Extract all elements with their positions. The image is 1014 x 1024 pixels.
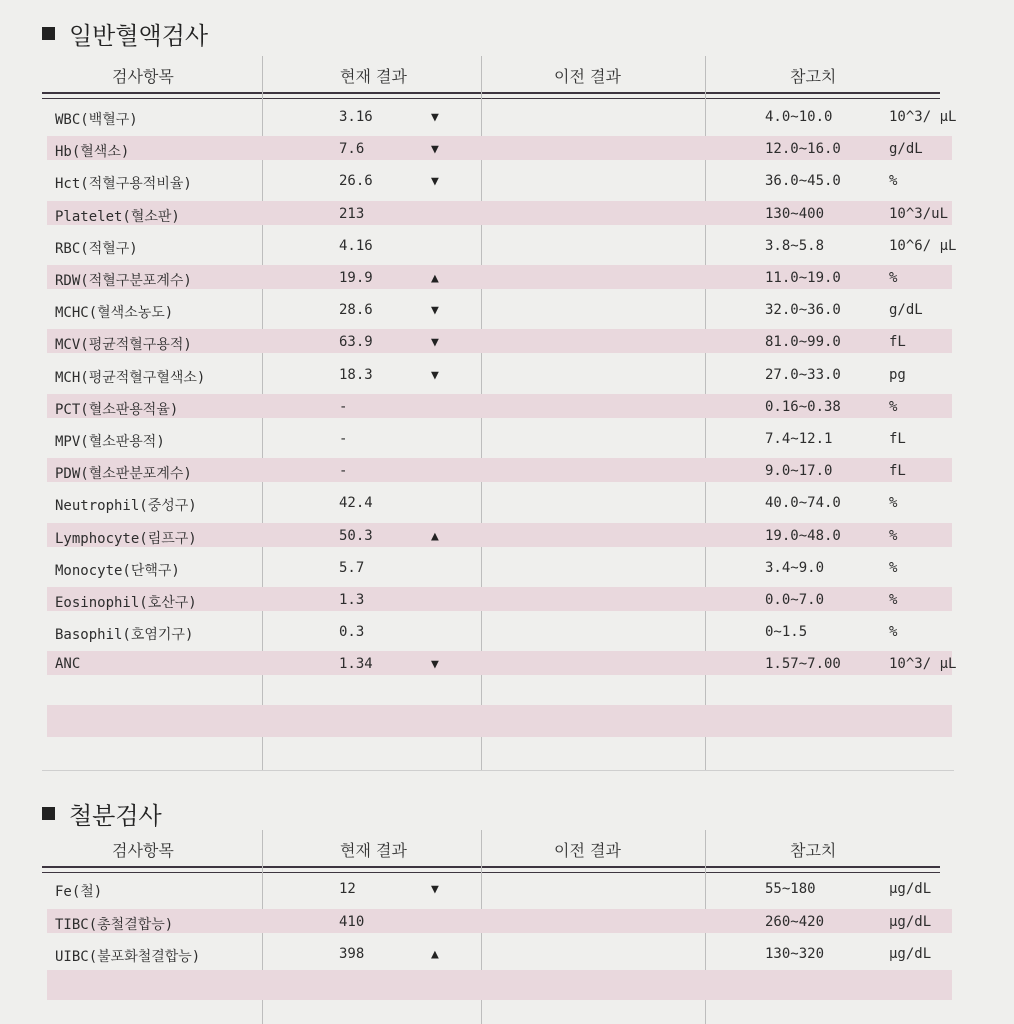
unit: μg/dL: [889, 946, 932, 962]
table-row: [47, 233, 957, 257]
cbc-header-rule: [42, 92, 940, 99]
empty-row: [47, 970, 952, 1000]
current-result: 7.6: [339, 141, 365, 158]
square-bullet-icon: [42, 807, 55, 820]
test-name: PDW(혈소판분포계수): [55, 466, 192, 483]
current-result: 28.6: [339, 302, 373, 319]
header-current-result: 현재 결과: [340, 66, 407, 86]
test-name: RBC(적혈구): [55, 240, 138, 257]
reference-range: 9.0~17.0: [765, 463, 833, 480]
unit: %: [889, 592, 898, 608]
unit: 10^3/ μL: [889, 656, 957, 673]
test-name: MPV(혈소판용적): [55, 434, 165, 450]
current-result: -: [339, 431, 348, 447]
table-row: [47, 104, 957, 128]
unit: fL: [889, 334, 906, 351]
unit: g/dL: [889, 302, 923, 319]
unit: %: [889, 398, 898, 415]
unit: %: [889, 270, 898, 286]
low-flag-icon: ▼: [431, 303, 439, 319]
unit: %: [889, 624, 898, 641]
section-divider: [42, 770, 954, 771]
unit: %: [889, 173, 898, 190]
reference-range: 7.4~12.1: [765, 431, 833, 447]
test-name: Neutrophil(중성구): [55, 498, 197, 515]
reference-range: 0.0~7.0: [765, 592, 825, 608]
table-row: [47, 394, 952, 418]
unit: 10^3/ μL: [889, 109, 957, 125]
iron-header-rule: [42, 866, 940, 873]
test-name: Fe(철): [55, 884, 103, 900]
table-row: [47, 651, 957, 675]
test-name: ANC: [55, 656, 81, 673]
test-name: RDW(적혈구분포계수): [55, 273, 192, 289]
table-row: [47, 297, 952, 321]
test-name: WBC(백혈구): [55, 112, 138, 128]
current-result: 12: [339, 881, 356, 897]
reference-range: 4.0~10.0: [765, 109, 833, 125]
table-row: [47, 362, 952, 386]
cbc-table-header: [42, 57, 940, 93]
low-flag-icon: ▼: [431, 657, 439, 673]
current-result: 0.3: [339, 624, 365, 641]
current-result: 213: [339, 205, 365, 222]
square-bullet-icon: [42, 27, 55, 40]
unit: fL: [889, 431, 906, 447]
reference-range: 130~400: [765, 205, 825, 222]
reference-range: 27.0~33.0: [765, 366, 841, 383]
reference-range: 81.0~99.0: [765, 334, 841, 351]
test-name: Hct(적혈구용적비율): [55, 176, 192, 193]
reference-range: 11.0~19.0: [765, 270, 841, 286]
test-name: Lymphocyte(림프구): [55, 530, 197, 547]
reference-range: 12.0~16.0: [765, 141, 841, 158]
current-result: 18.3: [339, 366, 373, 383]
low-flag-icon: ▼: [431, 367, 439, 383]
low-flag-icon: ▼: [431, 882, 439, 897]
reference-range: 260~420: [765, 913, 825, 930]
reference-range: 40.0~74.0: [765, 495, 841, 512]
reference-range: 3.4~9.0: [765, 559, 825, 576]
reference-range: 0.16~0.38: [765, 398, 841, 415]
test-name: Monocyte(단핵구): [55, 562, 180, 579]
header-reference: 참고치: [790, 840, 837, 860]
unit: fL: [889, 463, 906, 480]
test-name: TIBC(총철결합능): [55, 916, 174, 933]
iron-title-text: 철분검사: [69, 802, 162, 830]
header-test-item: 검사항목: [112, 66, 174, 86]
test-name: MCHC(혈색소농도): [55, 305, 174, 322]
iron-table-header: [42, 831, 940, 867]
table-row: [47, 587, 952, 611]
iron-section-title: [42, 796, 162, 831]
header-previous-result: 이전 결과: [554, 66, 621, 86]
unit: μg/dL: [889, 881, 932, 897]
cbc-title-text: 일반혈액검사: [69, 22, 209, 50]
current-result: 410: [339, 913, 365, 930]
reference-range: 1.57~7.00: [765, 656, 841, 673]
current-result: 63.9: [339, 334, 373, 351]
current-result: 1.34: [339, 656, 373, 673]
low-flag-icon: ▼: [431, 110, 439, 125]
high-flag-icon: ▲: [431, 271, 439, 286]
table-row: [47, 329, 952, 353]
reference-range: 32.0~36.0: [765, 302, 841, 319]
table-row: [47, 490, 952, 514]
reference-range: 36.0~45.0: [765, 173, 841, 190]
unit: μg/dL: [889, 913, 932, 930]
header-reference: 참고치: [790, 66, 837, 86]
cbc-section-title: [42, 16, 208, 51]
reference-range: 0~1.5: [765, 624, 808, 641]
unit: %: [889, 527, 898, 544]
table-row: [47, 265, 952, 289]
table-row: [47, 555, 952, 579]
table-row: [47, 909, 952, 933]
current-result: 19.9: [339, 270, 373, 286]
current-result: 26.6: [339, 173, 373, 190]
unit: 10^6/ μL: [889, 237, 957, 254]
test-name: Eosinophil(호산구): [55, 595, 197, 611]
header-current-result: 현재 결과: [340, 840, 407, 860]
current-result: 398: [339, 946, 365, 962]
test-name: Hb(혈색소): [55, 144, 130, 161]
low-flag-icon: ▼: [431, 174, 439, 190]
unit: g/dL: [889, 141, 923, 158]
test-name: Platelet(혈소판): [55, 208, 180, 225]
test-name: MCV(평균적혈구용적): [55, 337, 192, 354]
reference-range: 55~180: [765, 881, 816, 897]
current-result: -: [339, 463, 348, 480]
current-result: 1.3: [339, 592, 365, 608]
table-row: [47, 426, 952, 450]
header-test-item: 검사항목: [112, 840, 174, 860]
test-name: UIBC(불포화철결합능): [55, 949, 201, 965]
table-row: [47, 168, 952, 192]
table-row: [47, 619, 952, 643]
current-result: 50.3: [339, 527, 373, 544]
high-flag-icon: ▲: [431, 528, 439, 544]
test-name: MCH(평균적혈구혈색소): [55, 369, 206, 386]
current-result: 4.16: [339, 237, 373, 254]
unit: %: [889, 495, 898, 512]
unit: pg: [889, 366, 906, 383]
test-name: PCT(혈소판용적율): [55, 401, 179, 418]
table-row: [47, 941, 952, 965]
current-result: -: [339, 398, 348, 415]
unit: %: [889, 559, 898, 576]
reference-range: 3.8~5.8: [765, 237, 825, 254]
high-flag-icon: ▲: [431, 947, 439, 962]
test-name: Basophil(호염기구): [55, 627, 194, 644]
low-flag-icon: ▼: [431, 335, 439, 351]
unit: 10^3/uL: [889, 205, 949, 222]
current-result: 42.4: [339, 495, 373, 512]
low-flag-icon: ▼: [431, 142, 439, 158]
current-result: 3.16: [339, 109, 373, 125]
empty-row: [47, 705, 952, 737]
table-row: [47, 136, 952, 160]
reference-range: 130~320: [765, 946, 825, 962]
table-row: [47, 458, 952, 482]
table-row: [47, 876, 952, 900]
header-previous-result: 이전 결과: [554, 840, 621, 860]
reference-range: 19.0~48.0: [765, 527, 841, 544]
current-result: 5.7: [339, 559, 365, 576]
table-row: [47, 201, 952, 225]
table-row: [47, 523, 952, 547]
